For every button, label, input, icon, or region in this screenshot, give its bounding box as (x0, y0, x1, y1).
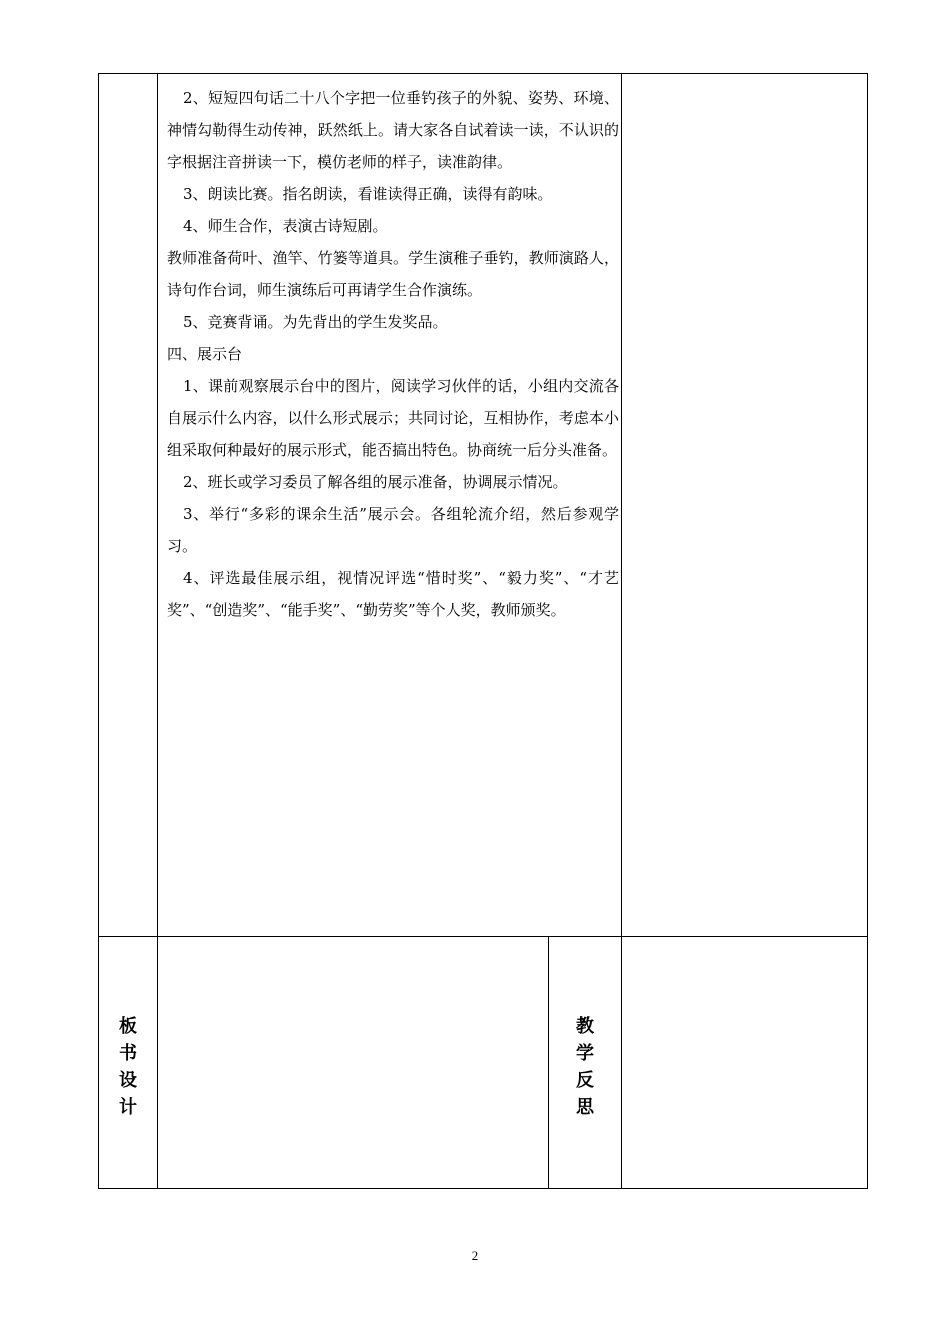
paragraph: 4、评选最佳展示组，视情况评选“惜时奖”、“毅力奖”、“才艺奖”、“创造奖”、“能手奖”、“勤劳奖”等个人奖，教师颁奖。 (167, 569, 619, 619)
label-char: 教 (576, 1016, 594, 1037)
lesson-content (167, 82, 619, 626)
paragraph: 1、课前观察展示台中的图片，阅读学习伙伴的话，小组内交流各自展示什么内容，以什么形式展示；共同讨论，互相协作，考虑本小组采取何种最好的展示形式，能否搞出特色。协商统一后分头准备。 (167, 377, 619, 459)
column-divider-2 (621, 73, 622, 1189)
label-char: 学 (576, 1043, 594, 1064)
label-char: 设 (119, 1070, 137, 1091)
table-right-border (867, 73, 868, 1189)
table-bottom-border (98, 1188, 868, 1189)
paragraph: 3、举行“多彩的课余生活”展示会。各组轮流介绍，然后参观学习。 (167, 505, 619, 555)
board-design-label (118, 1013, 138, 1121)
label-char: 反 (576, 1070, 594, 1091)
paragraph: 2、短短四句话二十八个字把一位垂钓孩子的外貌、姿势、环境、神情勾勒得生动传神，跃然纸上。请大家各自试着读一读，不认识的字根据注音拼读一下，模仿老师的样子，读准韵律。 (167, 89, 619, 171)
teaching-reflection-label (575, 1013, 595, 1121)
table-middle-border (98, 936, 868, 937)
label-char: 思 (576, 1097, 594, 1118)
section-heading: 四、展示台 (167, 345, 243, 363)
label-char: 计 (119, 1097, 137, 1118)
table-left-border (98, 73, 99, 1189)
paragraph: 4、师生合作，表演古诗短剧。 (183, 217, 388, 235)
column-divider-reflection-left (548, 936, 549, 1189)
paragraph: 3、朗读比赛。指名朗读，看谁读得正确，读得有韵味。 (183, 185, 553, 203)
label-char: 板 (119, 1016, 137, 1037)
column-divider-1 (157, 73, 158, 1189)
paragraph: 教师准备荷叶、渔竿、竹篓等道具。学生演稚子垂钓，教师演路人，诗句作台词，师生演练后可再请学生合作演练。 (167, 249, 619, 299)
paragraph: 2、班长或学习委员了解各组的展示准备，协调展示情况。 (183, 473, 568, 491)
label-char: 书 (119, 1043, 137, 1064)
table-top-border (98, 73, 868, 74)
paragraph: 5、竞赛背诵。为先背出的学生发奖品。 (183, 313, 448, 331)
page-number: 2 (471, 1248, 479, 1263)
